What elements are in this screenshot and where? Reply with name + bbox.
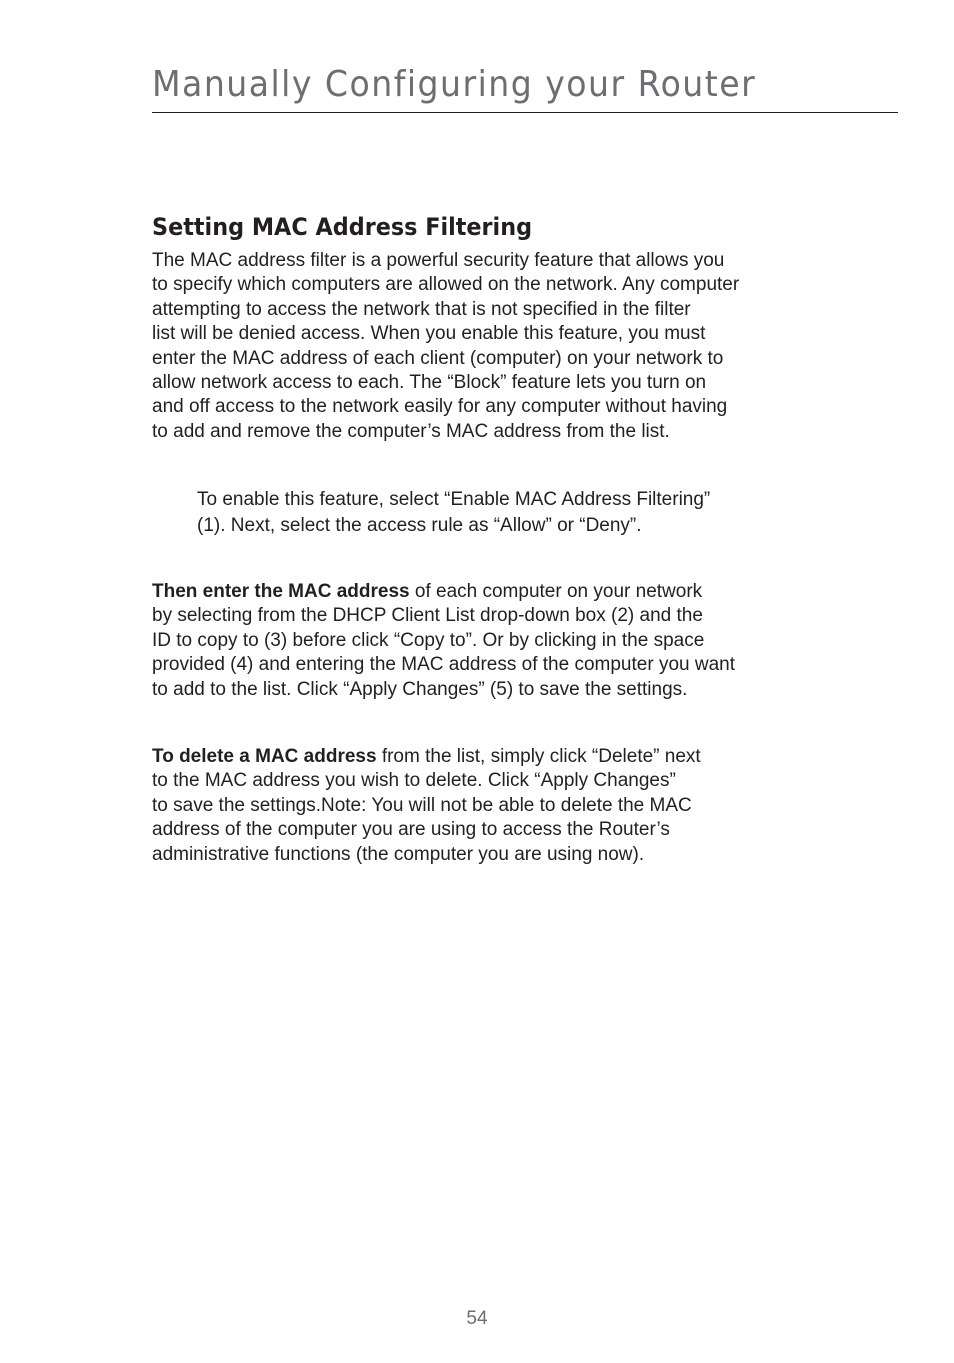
text-line xyxy=(152,745,701,769)
page-title: Manually Configuring your Router xyxy=(152,64,757,105)
text-fragment: of each computer on your network xyxy=(409,581,703,602)
text-line: enter the MAC address of each client (computer) on your network to xyxy=(152,347,724,369)
text-line: and off access to the network easily for any computer without having xyxy=(152,396,728,418)
bold-lead: Then enter the MAC address xyxy=(152,581,410,602)
section-heading: Setting MAC Address Filtering xyxy=(152,213,533,241)
page-header xyxy=(152,62,898,108)
text-line: list will be denied access. When you enable this feature, you must xyxy=(152,323,706,345)
text-line: allow network access to each. The “Block” feature lets you turn on xyxy=(152,372,707,394)
text-line: to specify which computers are allowed on the network. Any computer xyxy=(152,274,740,296)
header-divider xyxy=(152,112,898,113)
text-line: ID to copy to (3) before click “Copy to”. Or by clicking in the space xyxy=(152,629,705,651)
enable-instruction-paragraph xyxy=(197,487,710,539)
text-line: The MAC address filter is a powerful security feature that allows you xyxy=(152,250,725,271)
text-line: by selecting from the DHCP Client List drop-down box (2) and the xyxy=(152,605,703,627)
intro-paragraph xyxy=(152,249,739,444)
text-line: to save the settings.Note: You will not be able to delete the MAC xyxy=(152,794,692,816)
text-line: To enable this feature, select “Enable MAC Address Filtering” xyxy=(197,489,711,510)
enter-mac-paragraph xyxy=(152,580,735,702)
text-line: address of the computer you are using to access the Router’s xyxy=(152,819,670,841)
text-line: to the MAC address you wish to delete. Click “Apply Changes” xyxy=(152,770,676,792)
text-line: attempting to access the network that is not specified in the filter xyxy=(152,298,691,320)
text-line: (1). Next, select the access rule as “Allow” or “Deny”. xyxy=(197,515,642,536)
text-line: to add and remove the computer’s MAC address from the list. xyxy=(152,420,670,442)
bold-lead: To delete a MAC address xyxy=(152,746,377,767)
text-line xyxy=(152,580,735,604)
text-line: administrative functions (the computer you are using now). xyxy=(152,843,645,865)
delete-mac-paragraph xyxy=(152,745,701,867)
page-number: 54 xyxy=(466,1308,488,1329)
text-fragment: from the list, simply click “Delete” next xyxy=(376,746,701,767)
text-line: provided (4) and entering the MAC address of the computer you want xyxy=(152,654,735,676)
text-line: to add to the list. Click “Apply Changes” (5) to save the settings. xyxy=(152,678,688,700)
